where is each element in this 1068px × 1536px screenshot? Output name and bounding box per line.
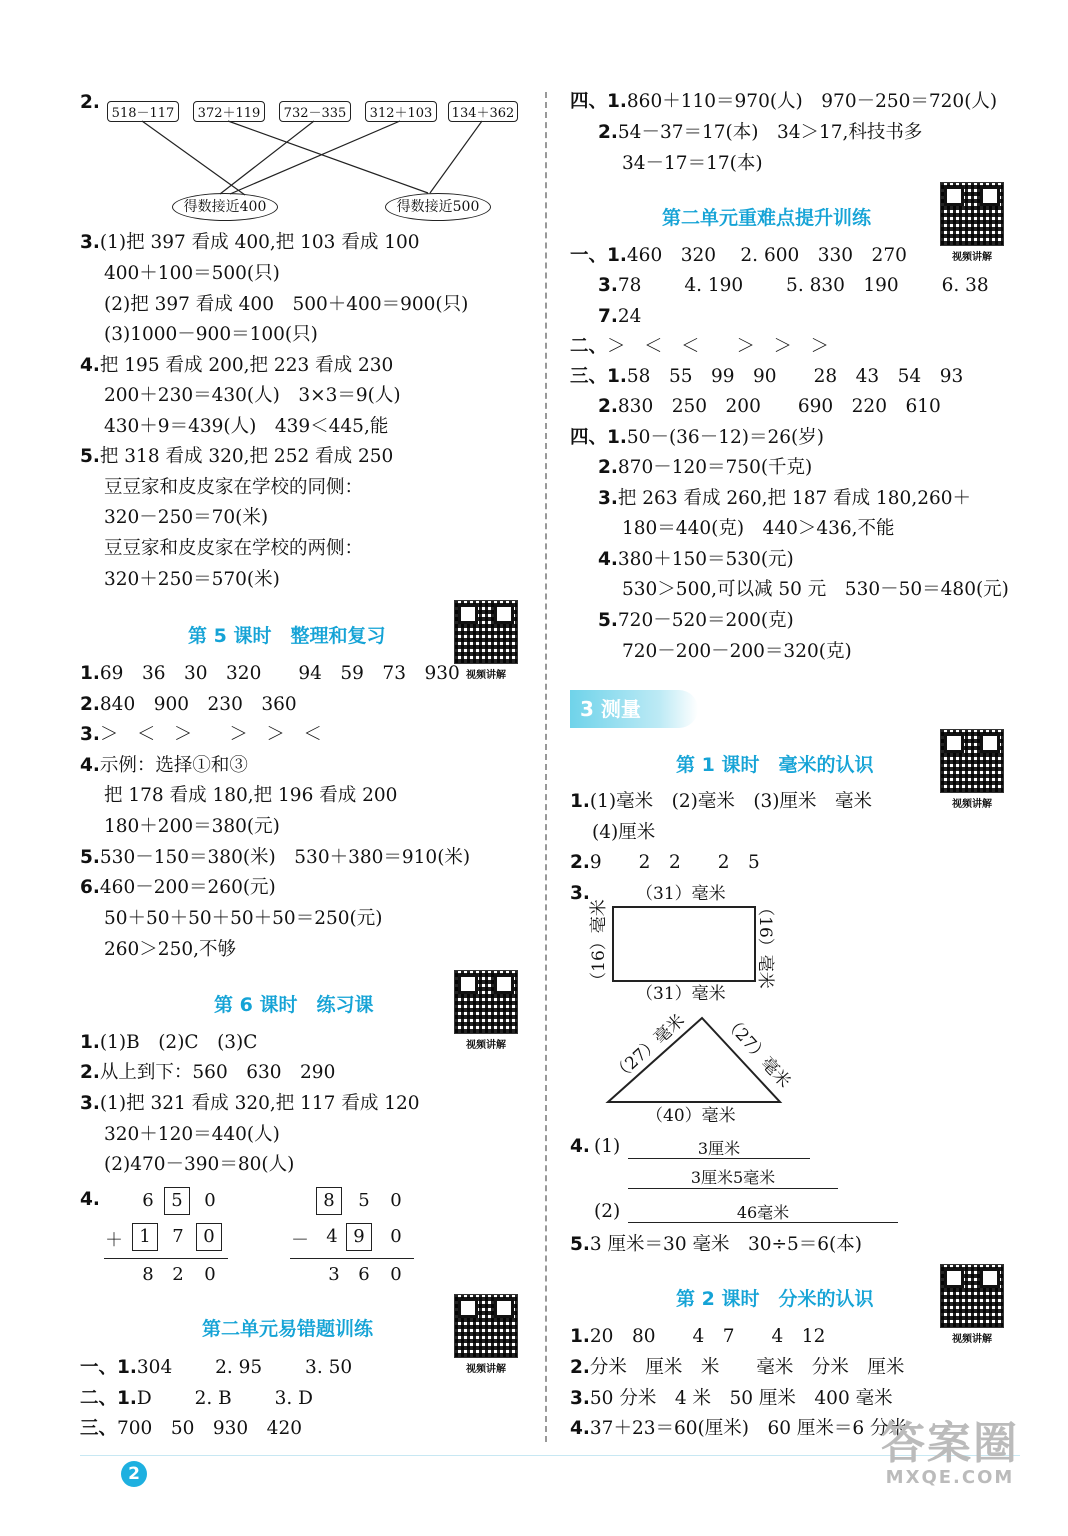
qr-code-icon (940, 182, 1004, 246)
digit: 0 (390, 1264, 402, 1285)
answer-line: 2.830 250 200 690 220 610 (598, 396, 941, 417)
answer-line: 200＋230＝430(人) 3×3＝9(人) (104, 385, 401, 406)
answer-line: 180＝440(克) 440＞436,不能 (622, 518, 895, 539)
answer-line: 1.(1)B (2)C (3)C (80, 1032, 258, 1053)
answer-line: 2.870－120＝750(千克) (598, 457, 813, 478)
column-divider (545, 92, 547, 1442)
answer-line: 180＋200＝380(元) (104, 816, 280, 837)
answer-line: 把 178 看成 180,把 196 看成 200 (104, 785, 398, 806)
digit: 0 (390, 1226, 402, 1247)
question-number: 3. (570, 883, 590, 904)
watermark-url: MXQE.COM (885, 1467, 1015, 1488)
answer-line: 320＋120＝440(人) (104, 1124, 280, 1145)
answer-line: 四、1.860＋110＝970(人) 970－250＝720(人) (570, 91, 998, 112)
answer-line: (3)1000－900＝100(只) (104, 324, 318, 345)
answer-line: 1.20 80 4 7 4 12 (570, 1326, 826, 1347)
answer-line: 四、1.50－(36－12)＝26(岁) (570, 427, 824, 448)
qr-caption: 视频讲解 (466, 1364, 506, 1375)
segment-label: 3厘米5毫米 (690, 1168, 776, 1187)
question-number: 4. (80, 1189, 100, 1210)
answer-line: 5.720－520＝200(克) (598, 610, 794, 631)
answer-line: 720－200－200＝320(克) (622, 641, 852, 662)
answer-line: 三、1.58 55 99 90 28 43 54 93 (570, 366, 964, 387)
question-number: 4. (570, 1136, 590, 1157)
segment-line (628, 1222, 898, 1223)
part-label: (1) (594, 1136, 621, 1157)
section-heading: 第二单元重难点提升训练 (662, 207, 872, 229)
expression-tag: 372＋119 (193, 101, 265, 122)
watermark (880, 1420, 1020, 1488)
filled-box: 0 (196, 1223, 222, 1251)
unit-banner (570, 690, 698, 728)
answer-line: 3.把 263 看成 260,把 187 看成 180,260＋ (598, 488, 972, 509)
unit-banner-label: 3 测量 (580, 697, 641, 721)
footer-rule (80, 1455, 1020, 1456)
answer-line: 一、1.304 2. 95 3. 50 (80, 1357, 353, 1378)
answer-line: 豆豆家和皮皮家在学校的两侧： (104, 538, 364, 559)
digit: 2 (172, 1264, 184, 1285)
triangle-left-label: （27）毫米 (608, 1010, 689, 1086)
operator: － (291, 1230, 309, 1251)
qr-code-icon (940, 729, 1004, 793)
triangle-right-label: （27）毫米 (719, 1012, 795, 1092)
qr-code[interactable] (940, 1264, 1004, 1345)
answer-line: 34－17＝17(本) (622, 153, 763, 174)
page-number: 2 (121, 1461, 147, 1487)
answer-line: 3.＞ ＜ ＞ ＞ ＞ ＜ (80, 724, 322, 745)
answer-line: 4.示例：选择①和③ (80, 755, 248, 776)
filled-box: 8 (316, 1187, 342, 1215)
answer-line: 5.3 厘米＝30 毫米 30÷5＝6(本) (570, 1234, 862, 1255)
segment-label: 3厘米 (697, 1139, 741, 1158)
segment-line (628, 1158, 810, 1159)
qr-code[interactable] (940, 729, 1004, 810)
answer-line: 5.把 318 看成 320,把 252 看成 250 (80, 446, 394, 467)
answer-line: 6.460－200＝260(元) (80, 877, 276, 898)
answer-line: 5.530－150＝380(米) 530＋380＝910(米) (80, 847, 471, 868)
section-heading: 第二单元易错题训练 (202, 1318, 374, 1340)
answer-line: 3.78 4. 190 5. 830 190 6. 38 (598, 275, 989, 296)
expression-tag: 732－335 (279, 101, 351, 122)
answer-line: 400＋100＝500(只) (104, 263, 280, 284)
answer-line: 50＋50＋50＋50＋50＝250(元) (104, 908, 383, 929)
part-label: (2) (594, 1201, 621, 1222)
answer-line: 3.(1)把 321 看成 320,把 117 看成 120 (80, 1093, 420, 1114)
difference-line (290, 1258, 414, 1259)
qr-code-icon (940, 1264, 1004, 1328)
oval-label: 得数接近500 (385, 193, 491, 221)
filled-box: 1 (132, 1223, 158, 1251)
qr-caption: 视频讲解 (952, 1334, 992, 1345)
answer-line: 4.把 195 看成 200,把 223 看成 230 (80, 355, 394, 376)
answer-line: 4.37＋23＝60(厘米) 60 厘米＝6 分米 (570, 1418, 908, 1439)
qr-code-icon (454, 1294, 518, 1358)
section-heading: 第 2 课时 分米的认识 (676, 1288, 874, 1310)
qr-code[interactable] (454, 600, 518, 681)
section-heading: 第 1 课时 毫米的认识 (676, 754, 874, 776)
segment-line (628, 1188, 838, 1189)
qr-code-icon (454, 600, 518, 664)
qr-code[interactable] (454, 1294, 518, 1375)
answer-line: (2)470－390＝80(人) (104, 1154, 295, 1175)
qr-code-icon (454, 970, 518, 1034)
filled-box: 9 (346, 1223, 372, 1251)
oval-label: 得数接近400 (172, 193, 278, 221)
digit: 0 (204, 1264, 216, 1285)
qr-code[interactable] (454, 970, 518, 1051)
digit: 4 (326, 1226, 338, 1247)
expression-tag: 518－117 (107, 101, 179, 122)
answer-line: 1.(1)毫米 (2)毫米 (3)厘米 毫米 (570, 791, 873, 812)
answer-line: 530＞500,可以减 50 元 530－50＝480(元) (622, 579, 1009, 600)
rect-top-label: （31）毫米 (636, 884, 726, 904)
triangle-bottom-label: （40）毫米 (646, 1106, 736, 1126)
answer-line: 1.69 36 30 320 94 59 73 930 (80, 663, 460, 684)
digit: 0 (390, 1190, 402, 1211)
answer-line: (2)把 397 看成 400 500＋400＝900(只) (104, 294, 469, 315)
question-number: 2. (80, 92, 100, 113)
segment-label: 46毫米 (736, 1203, 790, 1222)
answer-line: 一、1.460 320 2. 600 330 270 (570, 245, 907, 266)
answer-line: 三、700 50 930 420 (80, 1418, 302, 1439)
answer-line: 2.9 2 2 2 5 (570, 852, 760, 873)
qr-caption: 视频讲解 (952, 799, 992, 810)
answer-line: 320－250＝70(米) (104, 507, 269, 528)
digit: 6 (142, 1190, 154, 1211)
section-heading: 第 5 课时 整理和复习 (188, 625, 386, 647)
matching-lines (0, 0, 600, 240)
rectangle-shape (612, 906, 756, 982)
digit: 3 (328, 1264, 340, 1285)
answer-line: 320＋250＝570(米) (104, 569, 280, 590)
qr-code[interactable] (940, 182, 1004, 263)
digit: 6 (358, 1264, 370, 1285)
rect-left-label: （16）毫米 (588, 899, 609, 989)
answer-line: 2.分米 厘米 米 毫米 分米 厘米 (570, 1357, 905, 1378)
answer-line: 2.从上到下：560 630 290 (80, 1062, 336, 1083)
digit: 7 (172, 1226, 184, 1247)
rect-bottom-label: （31）毫米 (636, 984, 726, 1004)
answer-line: 2.54－37＝17(本) 34＞17,科技书多 (598, 122, 923, 143)
digit: 5 (358, 1190, 370, 1211)
answer-line: (4)厘米 (592, 822, 656, 843)
answer-line: 豆豆家和皮皮家在学校的同侧： (104, 477, 364, 498)
sum-line (104, 1258, 228, 1259)
answer-line: 2.840 900 230 360 (80, 694, 297, 715)
answer-line: 二、＞ ＜ ＜ ＞ ＞ ＞ (570, 336, 830, 357)
qr-caption: 视频讲解 (466, 1040, 506, 1051)
expression-tag: 312＋103 (365, 101, 437, 122)
qr-caption: 视频讲解 (466, 670, 506, 681)
section-heading: 第 6 课时 练习课 (214, 994, 374, 1016)
digit: 8 (142, 1264, 154, 1285)
answer-line: 二、1.D 2. B 3. D (80, 1388, 313, 1409)
filled-box: 5 (164, 1187, 190, 1215)
expression-tag: 134＋362 (448, 101, 518, 122)
answer-line: 260＞250,不够 (104, 939, 237, 960)
digit: 0 (204, 1190, 216, 1211)
answer-line: 3.50 分米 4 米 50 厘米 400 毫米 (570, 1388, 893, 1409)
qr-caption: 视频讲解 (952, 252, 992, 263)
operator: ＋ (105, 1230, 123, 1251)
answer-line: 4.380＋150＝530(元) (598, 549, 794, 570)
watermark-text: 答案圈 (881, 1418, 1019, 1469)
answer-line: 3.(1)把 397 看成 400,把 103 看成 100 (80, 232, 420, 253)
rect-right-label: （16）毫米 (754, 899, 775, 989)
answer-line: 430＋9＝439(人) 439＜445,能 (104, 416, 389, 437)
answer-line: 7.24 (598, 306, 642, 327)
